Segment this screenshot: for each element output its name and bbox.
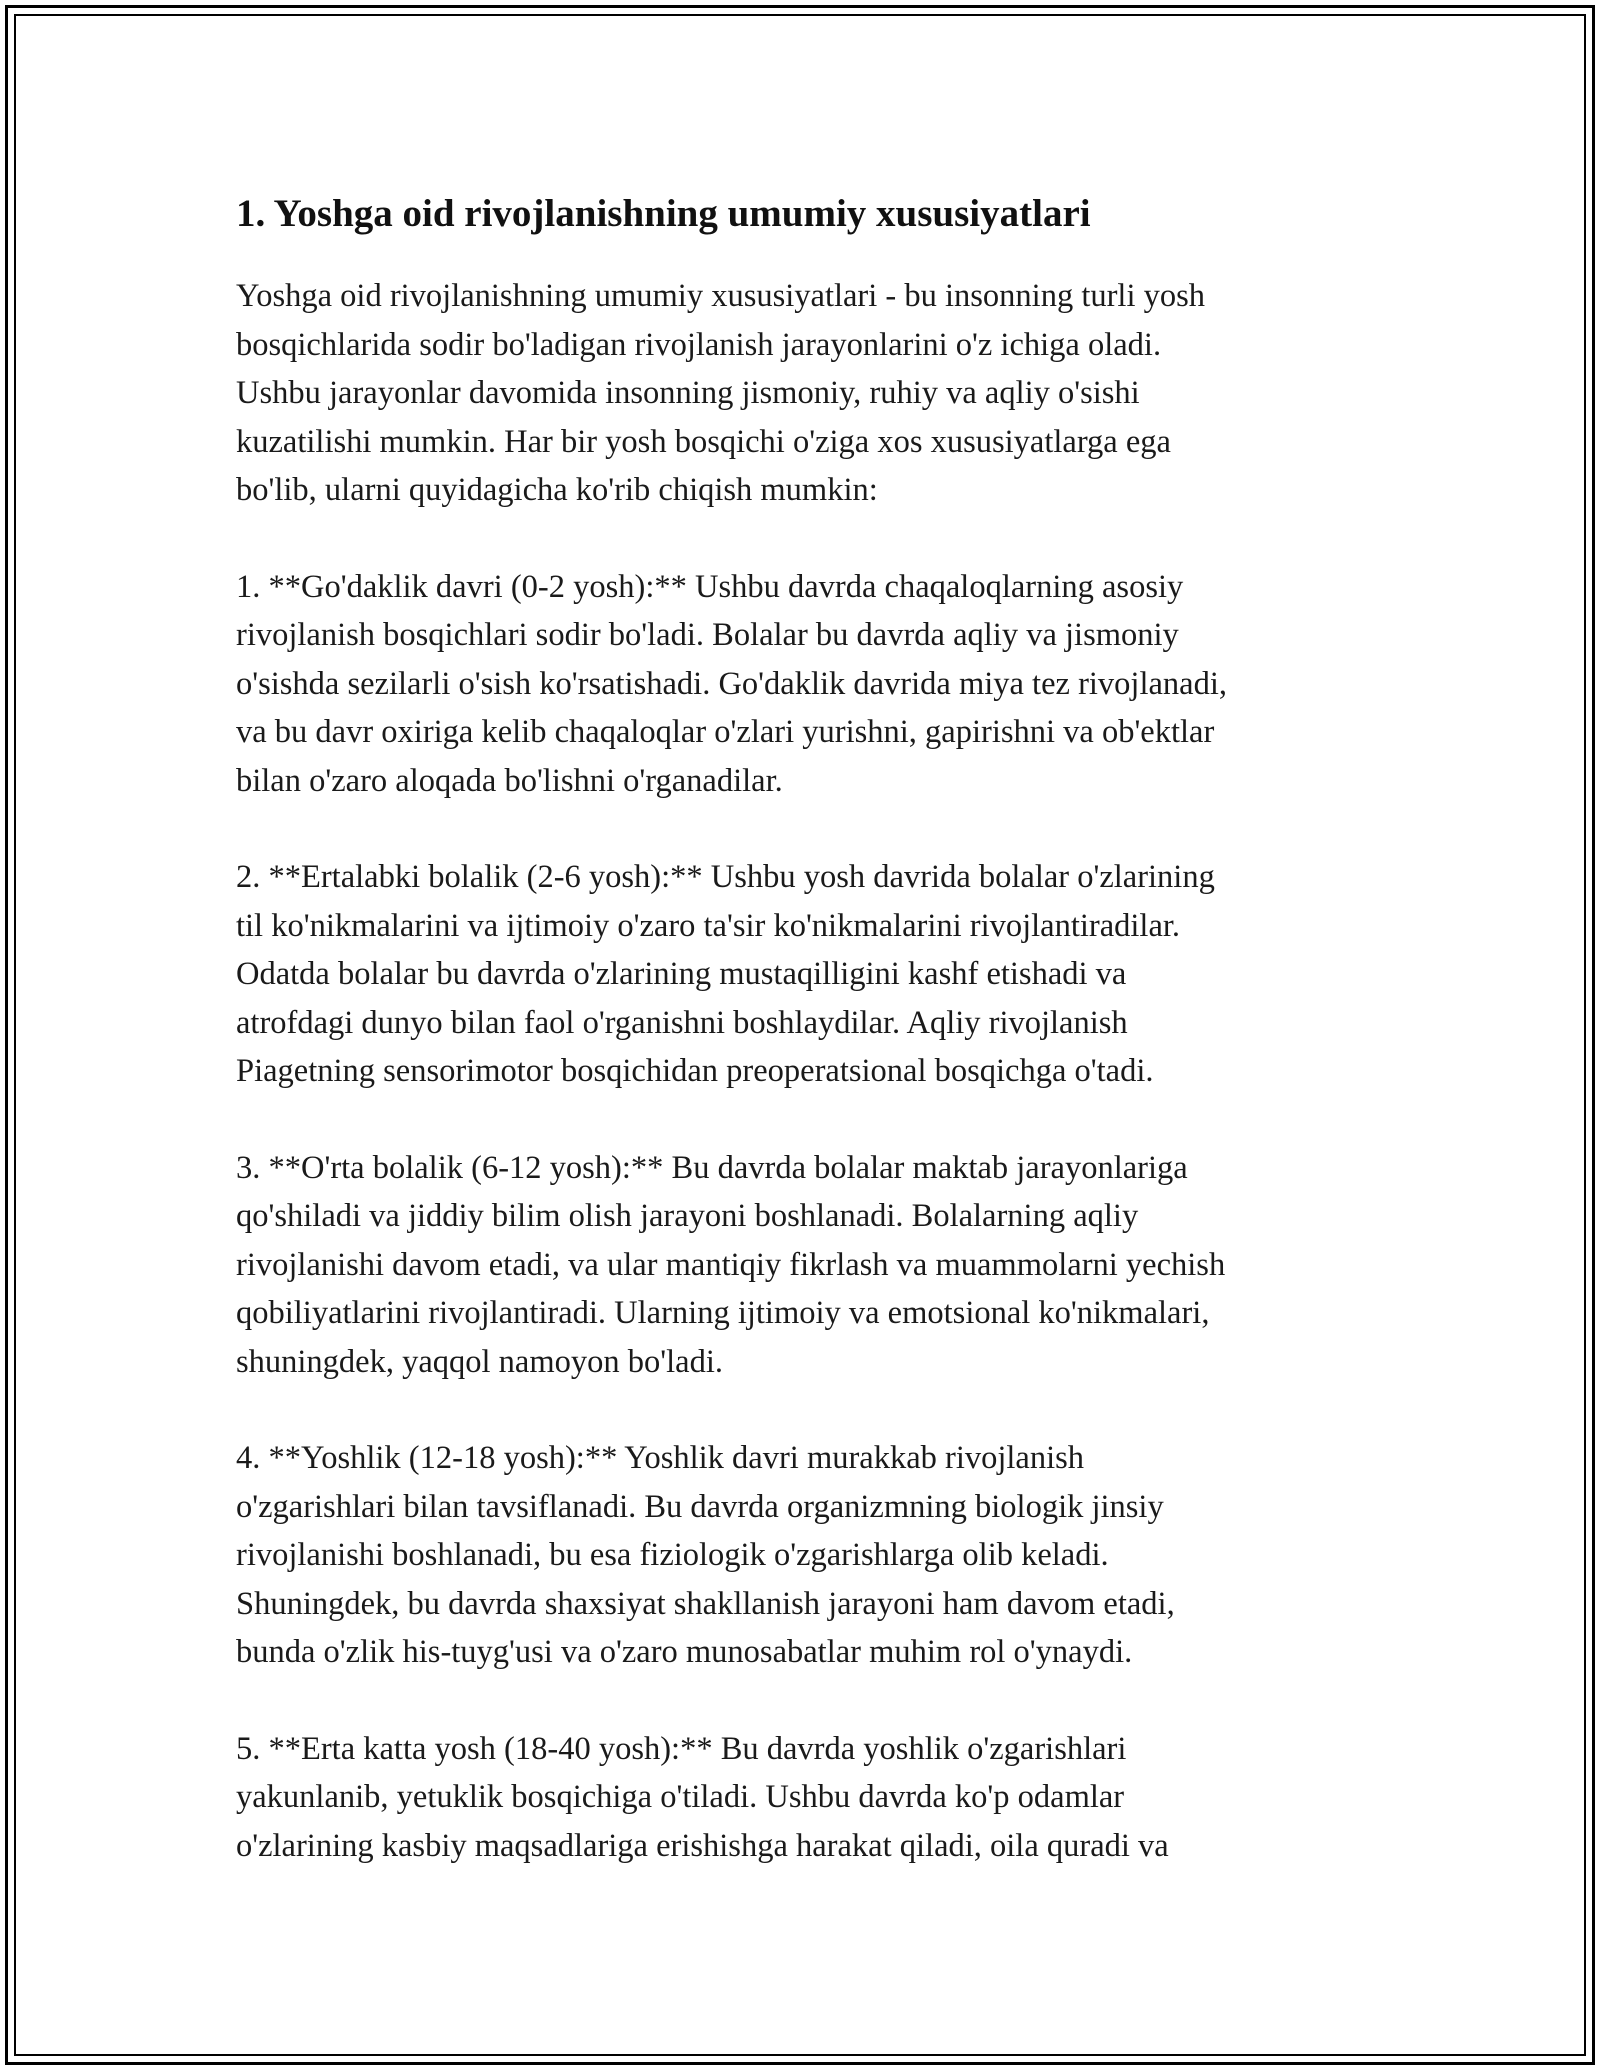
list-item-adolescence: 4. **Yoshlik (12-18 yosh):** Yoshlik davri murakkab rivojlanish o'zgarishlari bilan tavsiflanadi. Bu davrda organizmning biologik jinsiy rivojlanishi boshlanadi, bu esa fiziologik o'zgarishlarga olib keladi. Shuningdek, bu davrda shaxsiyat shakllanish jarayoni ham davom etadi, bunda o'zlik his-tuyg'usi va o'zaro munosabatlar muhim rol o'ynaydi. bbox=[236, 1440, 1175, 1670]
document-body bbox=[236, 186, 1366, 1918]
list-item-infancy: 1. **Go'daklik davri (0-2 yosh):** Ushbu davrda chaqaloqlarning asosiy rivojlanish bosqichlari sodir bo'ladi. Bolalar bu davrda aqliy va jismoniy o'sishda sezilarli o'sish ko'rsatishadi. Go'daklik davrida miya tez rivojlanadi, va bu davr oxiriga kelib chaqaloqlar o'zlari yurishni, gapirishni va ob'ektlar bilan o'zaro aloqada bo'lishni o'rganadilar. bbox=[236, 568, 1227, 799]
list-item-early-adulthood: 5. **Erta katta yosh (18-40 yosh):** Bu davrda yoshlik o'zgarishlari yakunlanib, yetuklik bosqichiga o'tiladi. Ushbu davrda ko'p odamlar o'zlarining kasbiy maqsadlariga erishishga harakat qiladi, oila quradi va bbox=[236, 1730, 1169, 1864]
section-heading: 1. Yoshga oid rivojlanishning umumiy xususiyatlari bbox=[236, 192, 1091, 235]
list-item-early-childhood: 2. **Ertalabki bolalik (2-6 yosh):** Ushbu yosh davrida bolalar o'zlarining til ko'nikmalarini va ijtimoiy o'zaro ta'sir ko'nikmalarini rivojlantiradilar. Odatda bolalar bu davrda o'zlarining mustaqilligini kashf etishadi va atrofdagi dunyo bilan faol o'rganishni boshlaydilar. Aqliy rivojlanish Piagetning sensorimotor bosqichidan preoperatsional bosqichga o'tadi. bbox=[236, 859, 1215, 1089]
list-item-middle-childhood: 3. **O'rta bolalik (6-12 yosh):** Bu davrda bolalar maktab jarayonlariga qo'shiladi va jiddiy bilim olish jarayoni boshlanadi. Bolalarning aqliy rivojlanishi davom etadi, va ular mantiqiy fikrlash va muammolarni yechish qobiliyatlarini rivojlantiradi. Ularning ijtimoiy va emotsional ko'nikmalari, shuningdek, yaqqol namoyon bo'ladi. bbox=[236, 1149, 1226, 1380]
intro-paragraph: Yoshga oid rivojlanishning umumiy xususiyatlari - bu insonning turli yosh bosqichlarida sodir bo'ladigan rivojlanish jarayonlarini o'z ichiga oladi. Ushbu jarayonlar davomida insonning jismoniy, ruhiy va aqliy o'sishi kuzatilishi mumkin. Har bir yosh bosqichi o'ziga xos xususiyatlarga ega bo'lib, ularni quyidagicha ko'rib chiqish mumkin: bbox=[236, 278, 1206, 508]
